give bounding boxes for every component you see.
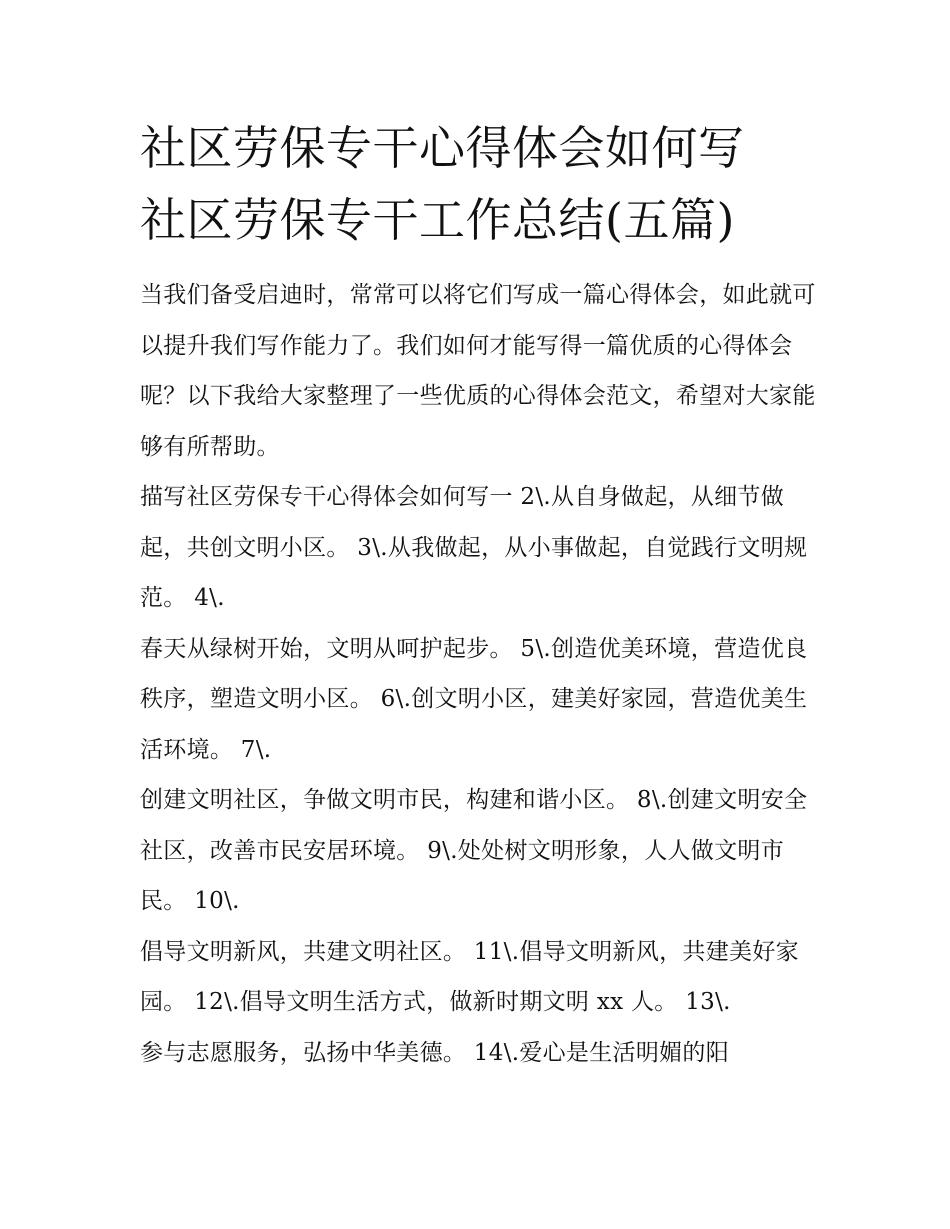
intro-paragraph: 当我们备受启迪时，常常可以将它们写成一篇心得体会，如此就可以提升我们写作能力了。我们如何才能写得一篇优质的心得体会呢？以下我给大家整理了一些优质的心得体会范文，希望对大家能够有所帮助。 <box>140 282 816 460</box>
document-title <box>140 112 820 256</box>
title-line-2: 社区劳保专干工作总结(五篇) <box>140 193 735 247</box>
document-page <box>140 112 820 1078</box>
body-paragraph: 倡导文明新风，共建文明社区。 11\.倡导文明新风，共建美好家园。 12\.倡导文明生活方式，做新时期文明 xx 人。 13\. <box>140 938 799 1015</box>
body-paragraph: 春天从绿树开始，文明从呵护起步。 5\.创造优美环境，营造优良秩序，塑造文明小区。 6\.创文明小区，建美好家园，营造优美生活环境。 7\. <box>140 635 808 763</box>
title-line-1: 社区劳保专干心得体会如何写 <box>140 121 745 175</box>
body-paragraph: 参与志愿服务，弘扬中华美德。 14\.爱心是生活明媚的阳 <box>140 1039 730 1066</box>
body-paragraph: 创建文明社区，争做文明市民，构建和谐小区。 8\.创建文明安全社区，改善市民安居环境。 9\.处处树文明形象，人人做文明市民。 10\. <box>140 787 808 914</box>
body-paragraph: 描写社区劳保专干心得体会如何写一 2\.从自身做起，从细节做起，共创文明小区。 3\.从我做起，从小事做起，自觉践行文明规范。 4\. <box>140 484 808 611</box>
